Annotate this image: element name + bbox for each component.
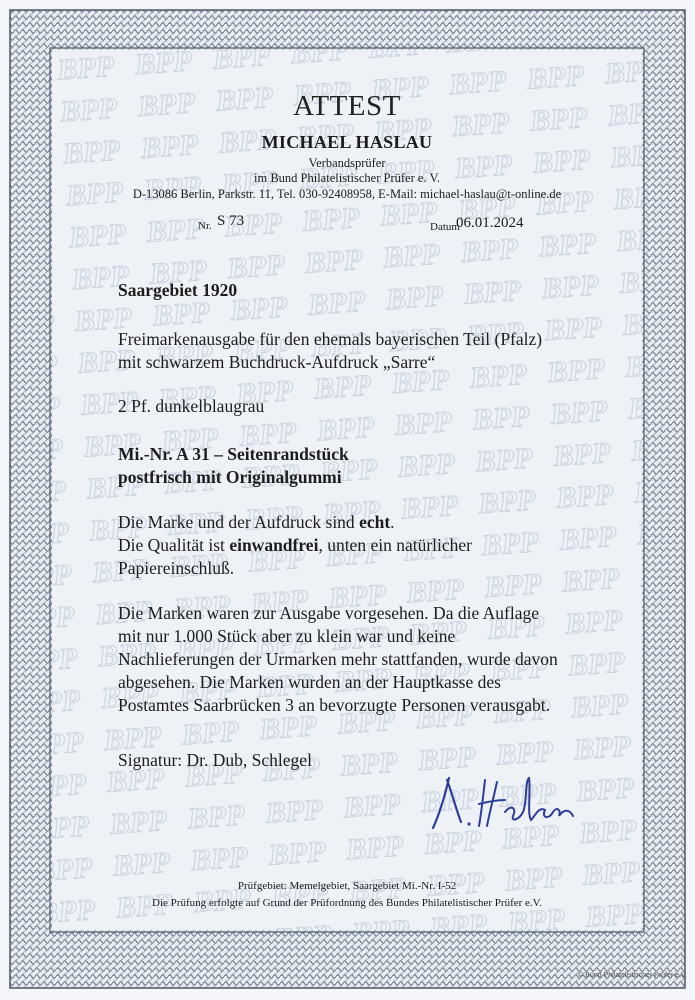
note-line-1: Die Marken waren zur Ausgabe vorgesehen. Da die Auflage	[118, 603, 539, 623]
datum-label: Datum	[430, 221, 460, 233]
nr-label: Nr.	[198, 220, 212, 232]
quality-statement	[118, 535, 472, 556]
copyright-note: © Bund Philatelistischer Prüfer e.V.	[578, 972, 687, 979]
quality-post: , unten ein natürlicher	[318, 535, 472, 555]
catalog-number: Mi.-Nr. A 31 – Seitenrandstück	[118, 444, 349, 464]
stamp-value: 2 Pf. dunkelblaugrau	[118, 396, 265, 416]
examination-regulation: Die Prüfung erfolgte auf Grund der Prüfordnung des Bundes Philatelistischer Prüfer e.V.	[152, 897, 542, 909]
genuine-verdict: echt	[359, 512, 391, 532]
condition: postfrisch mit Originalgummi	[118, 467, 342, 487]
note-line-4: abgesehen. Die Marken wurden an der Hauptkasse des	[118, 672, 501, 692]
genuine-post: .	[390, 512, 395, 532]
genuine-statement	[118, 512, 395, 533]
quality-verdict: einwandfrei	[229, 535, 319, 555]
note-line-3: Nachlieferungen der Urmarken mehr stattfanden, wurde davon	[118, 649, 558, 669]
examination-area: Prüfgebiet: Memelgebiet, Saargebiet Mi.-Nr. I-52	[237, 880, 457, 892]
examiner-address: D-13086 Berlin, Parkstr. 11, Tel. 030-92408958, E-Mail: michael-haslau@t-online.de	[132, 187, 562, 201]
quality-pre: Die Qualität ist	[118, 535, 230, 555]
issue-line-2: mit schwarzem Buchdruck-Aufdruck „Sarre“	[118, 352, 436, 372]
country-year: Saargebiet 1920	[118, 280, 238, 300]
examiner-name: MICHAEL HASLAU	[261, 132, 433, 152]
quality-line-2: Papiereinschluß.	[118, 558, 235, 578]
genuine-pre: Die Marke und der Aufdruck sind	[118, 512, 360, 532]
certificate-title: ATTEST	[293, 90, 401, 122]
signatures-line: Signatur: Dr. Dub, Schlegel	[118, 750, 312, 770]
note-line-5: Postamtes Saarbrücken 3 an bevorzugte Personen verausgabt.	[118, 695, 551, 715]
certificate-number: S 73	[217, 213, 245, 229]
note-line-2: mit nur 1.000 Stück aber zu klein war und keine	[118, 626, 456, 646]
issue-line-1: Freimarkenausgabe für den ehemals bayerischen Teil (Pfalz)	[118, 329, 543, 349]
examiner-role: Verbandsprüfer	[308, 156, 386, 170]
certificate-date: 06.01.2024	[456, 215, 524, 231]
certificate-content	[52, 50, 642, 930]
handwritten-signature	[427, 760, 587, 840]
examiner-association: im Bund Philatelistischer Prüfer e. V.	[254, 171, 440, 185]
